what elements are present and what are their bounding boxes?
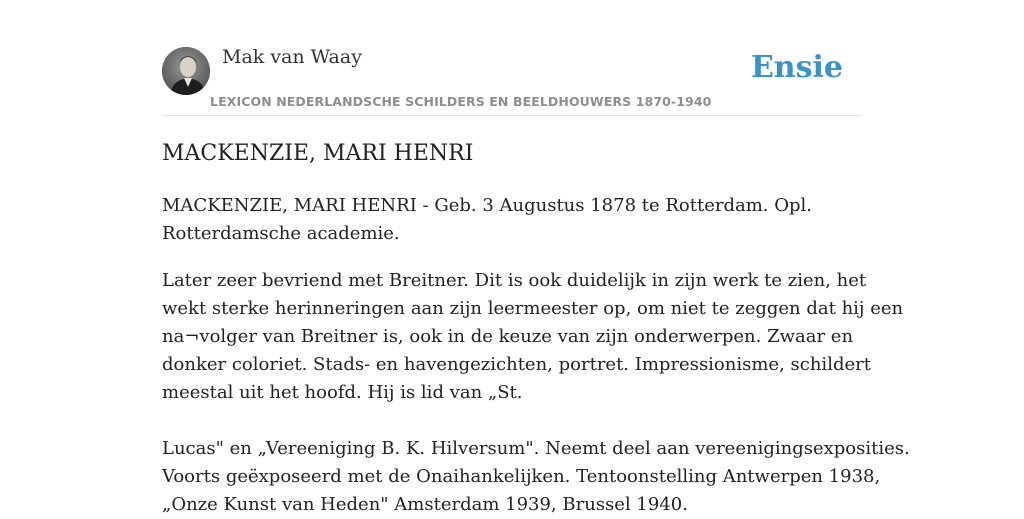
paragraph-line: „Onze Kunst van Heden" Amsterdam 1939, Brussel 1940. xyxy=(162,494,688,515)
paragraph-line: donker coloriet. Stads- en havengezichten, portret. Impressionisme, schildert xyxy=(162,354,871,375)
article-title: MACKENZIE, MARI HENRI xyxy=(162,141,474,166)
author-avatar[interactable] xyxy=(162,47,210,95)
author-name[interactable]: Mak van Waay xyxy=(222,46,362,68)
paragraph-line: Lucas" en „Vereeniging B. K. Hilversum". Neemt deel aan vereenigingsexposities. xyxy=(162,438,910,459)
collection-title[interactable]: LEXICON NEDERLANDSCHE SCHILDERS EN BEELDHOUWERS 1870-1940 xyxy=(210,94,712,109)
paragraph-line: na¬volger van Breitner is, ook in de keuze van zijn onderwerpen. Zwaar en xyxy=(162,326,854,347)
paragraph-gap xyxy=(162,407,882,435)
paragraph-line: Later zeer bevriend met Breitner. Dit is ook duidelijk in zijn werk te zien, het xyxy=(162,270,867,291)
paragraph-line: wekt sterke herinneringen aan zijn leermeester op, om niet te zeggen dat hij een xyxy=(162,298,904,319)
page-container xyxy=(162,0,910,515)
paragraph-line: Voorts geëxposeerd met de Onaihankelijken. Tentoonstelling Antwerpen 1938, xyxy=(162,466,881,487)
article-paragraph-2 xyxy=(162,267,910,519)
author-portrait-icon xyxy=(162,47,210,95)
ensie-logo[interactable]: Ensie xyxy=(750,50,843,85)
paragraph-line: MACKENZIE, MARI HENRI - Geb. 3 Augustus 1878 te Rotterdam. Opl. xyxy=(162,195,813,216)
article-paragraph-1 xyxy=(162,192,882,248)
paragraph-line: meestal uit het hoofd. Hij is lid van „St. xyxy=(162,382,523,403)
paragraph-line: Rotterdamsche academie. xyxy=(162,223,400,244)
page-header xyxy=(162,0,862,116)
